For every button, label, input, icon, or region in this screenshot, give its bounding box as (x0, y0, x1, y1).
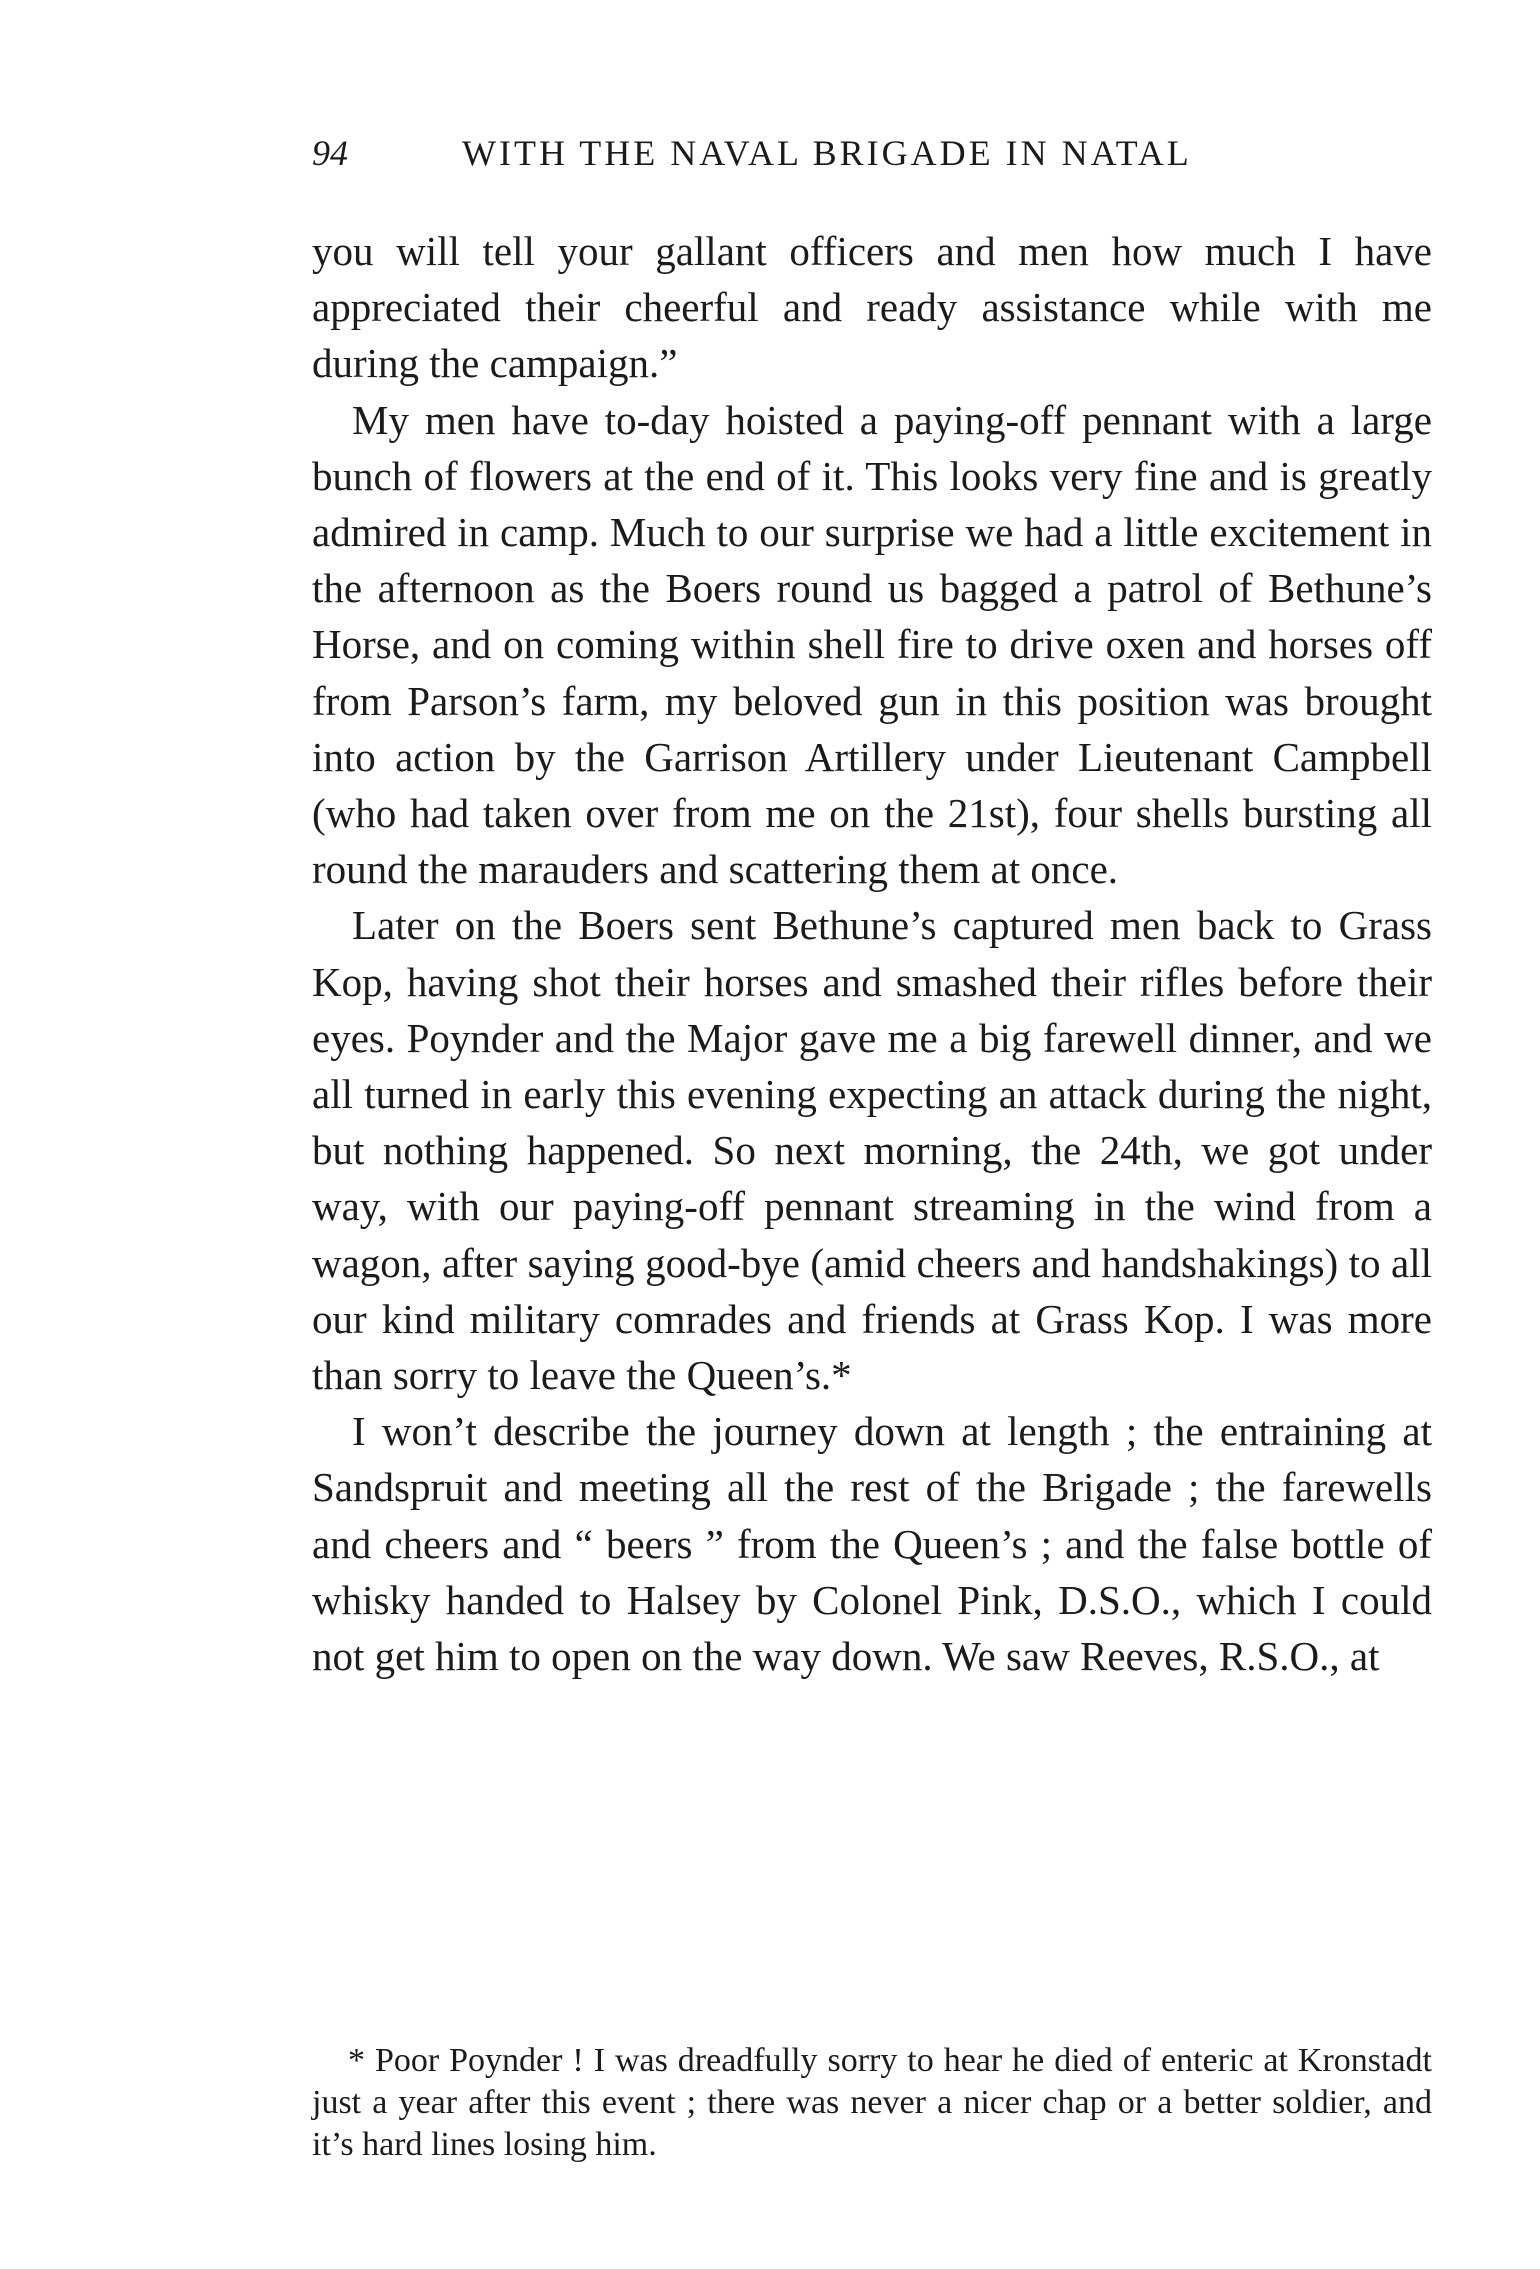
paragraph-4: I won’t describe the journey down at length ; the entraining at Sandspruit and meeting all the rest of the Brigade ; the farewells and cheers and “ beers ” from the Queen’s ; and the false bottle of whisky handed to Halsey by Colonel Pink, D.S.O., which I could not get him to open on the way down. We saw Reeves, R.S.O., at (312, 1408, 1432, 1680)
page-number: 94 (312, 133, 348, 173)
paragraph-2: My men have to-day hoisted a paying-off pennant with a large bunch of flowers at the end of it. This looks very fine and is greatly admired in camp. Much to our surprise we had a little excitement in the afternoon as the Boers round us bagged a patrol of Bethune’s Horse, and on coming within shell fire to drive oxen and horses off from Parson’s farm, my beloved gun in this position was brought into action by the Garrison Artillery under Lieutenant Campbell (who had taken over from me on the 21st), four shells bursting all round the marauders and scattering them at once. (312, 396, 1432, 893)
body-text (312, 223, 1432, 1684)
paragraph-3: Later on the Boers sent Bethune’s captured men back to Grass Kop, having shot their horses and smashed their rifles before their eyes. Poynder and the Major gave me a big farewell dinner, and we all turned in early this evening expecting an attack during the night, but nothing happened. So next morning, the 24th, we got under way, with our paying-off pennant streaming in the wind from a wagon, after saying good-bye (amid cheers and handshakings) to all our kind military comrades and friends at Grass Kop. I was more than sorry to leave the Queen’s.* (312, 902, 1432, 1399)
running-head (312, 132, 1432, 182)
running-title: WITH THE NAVAL BRIGADE IN NATAL (462, 133, 1192, 173)
footnote: * Poor Poynder ! I was dreadfully sorry to hear he died of enteric at Kronstadt just a year after this event ; there was never a nicer chap or a better soldier, and it’s hard lines losing him. (312, 2042, 1432, 2163)
paragraph-1: you will tell your gallant officers and men how much I have appreciated their cheerful and ready assistance while with me during the campaign.” (312, 228, 1432, 387)
